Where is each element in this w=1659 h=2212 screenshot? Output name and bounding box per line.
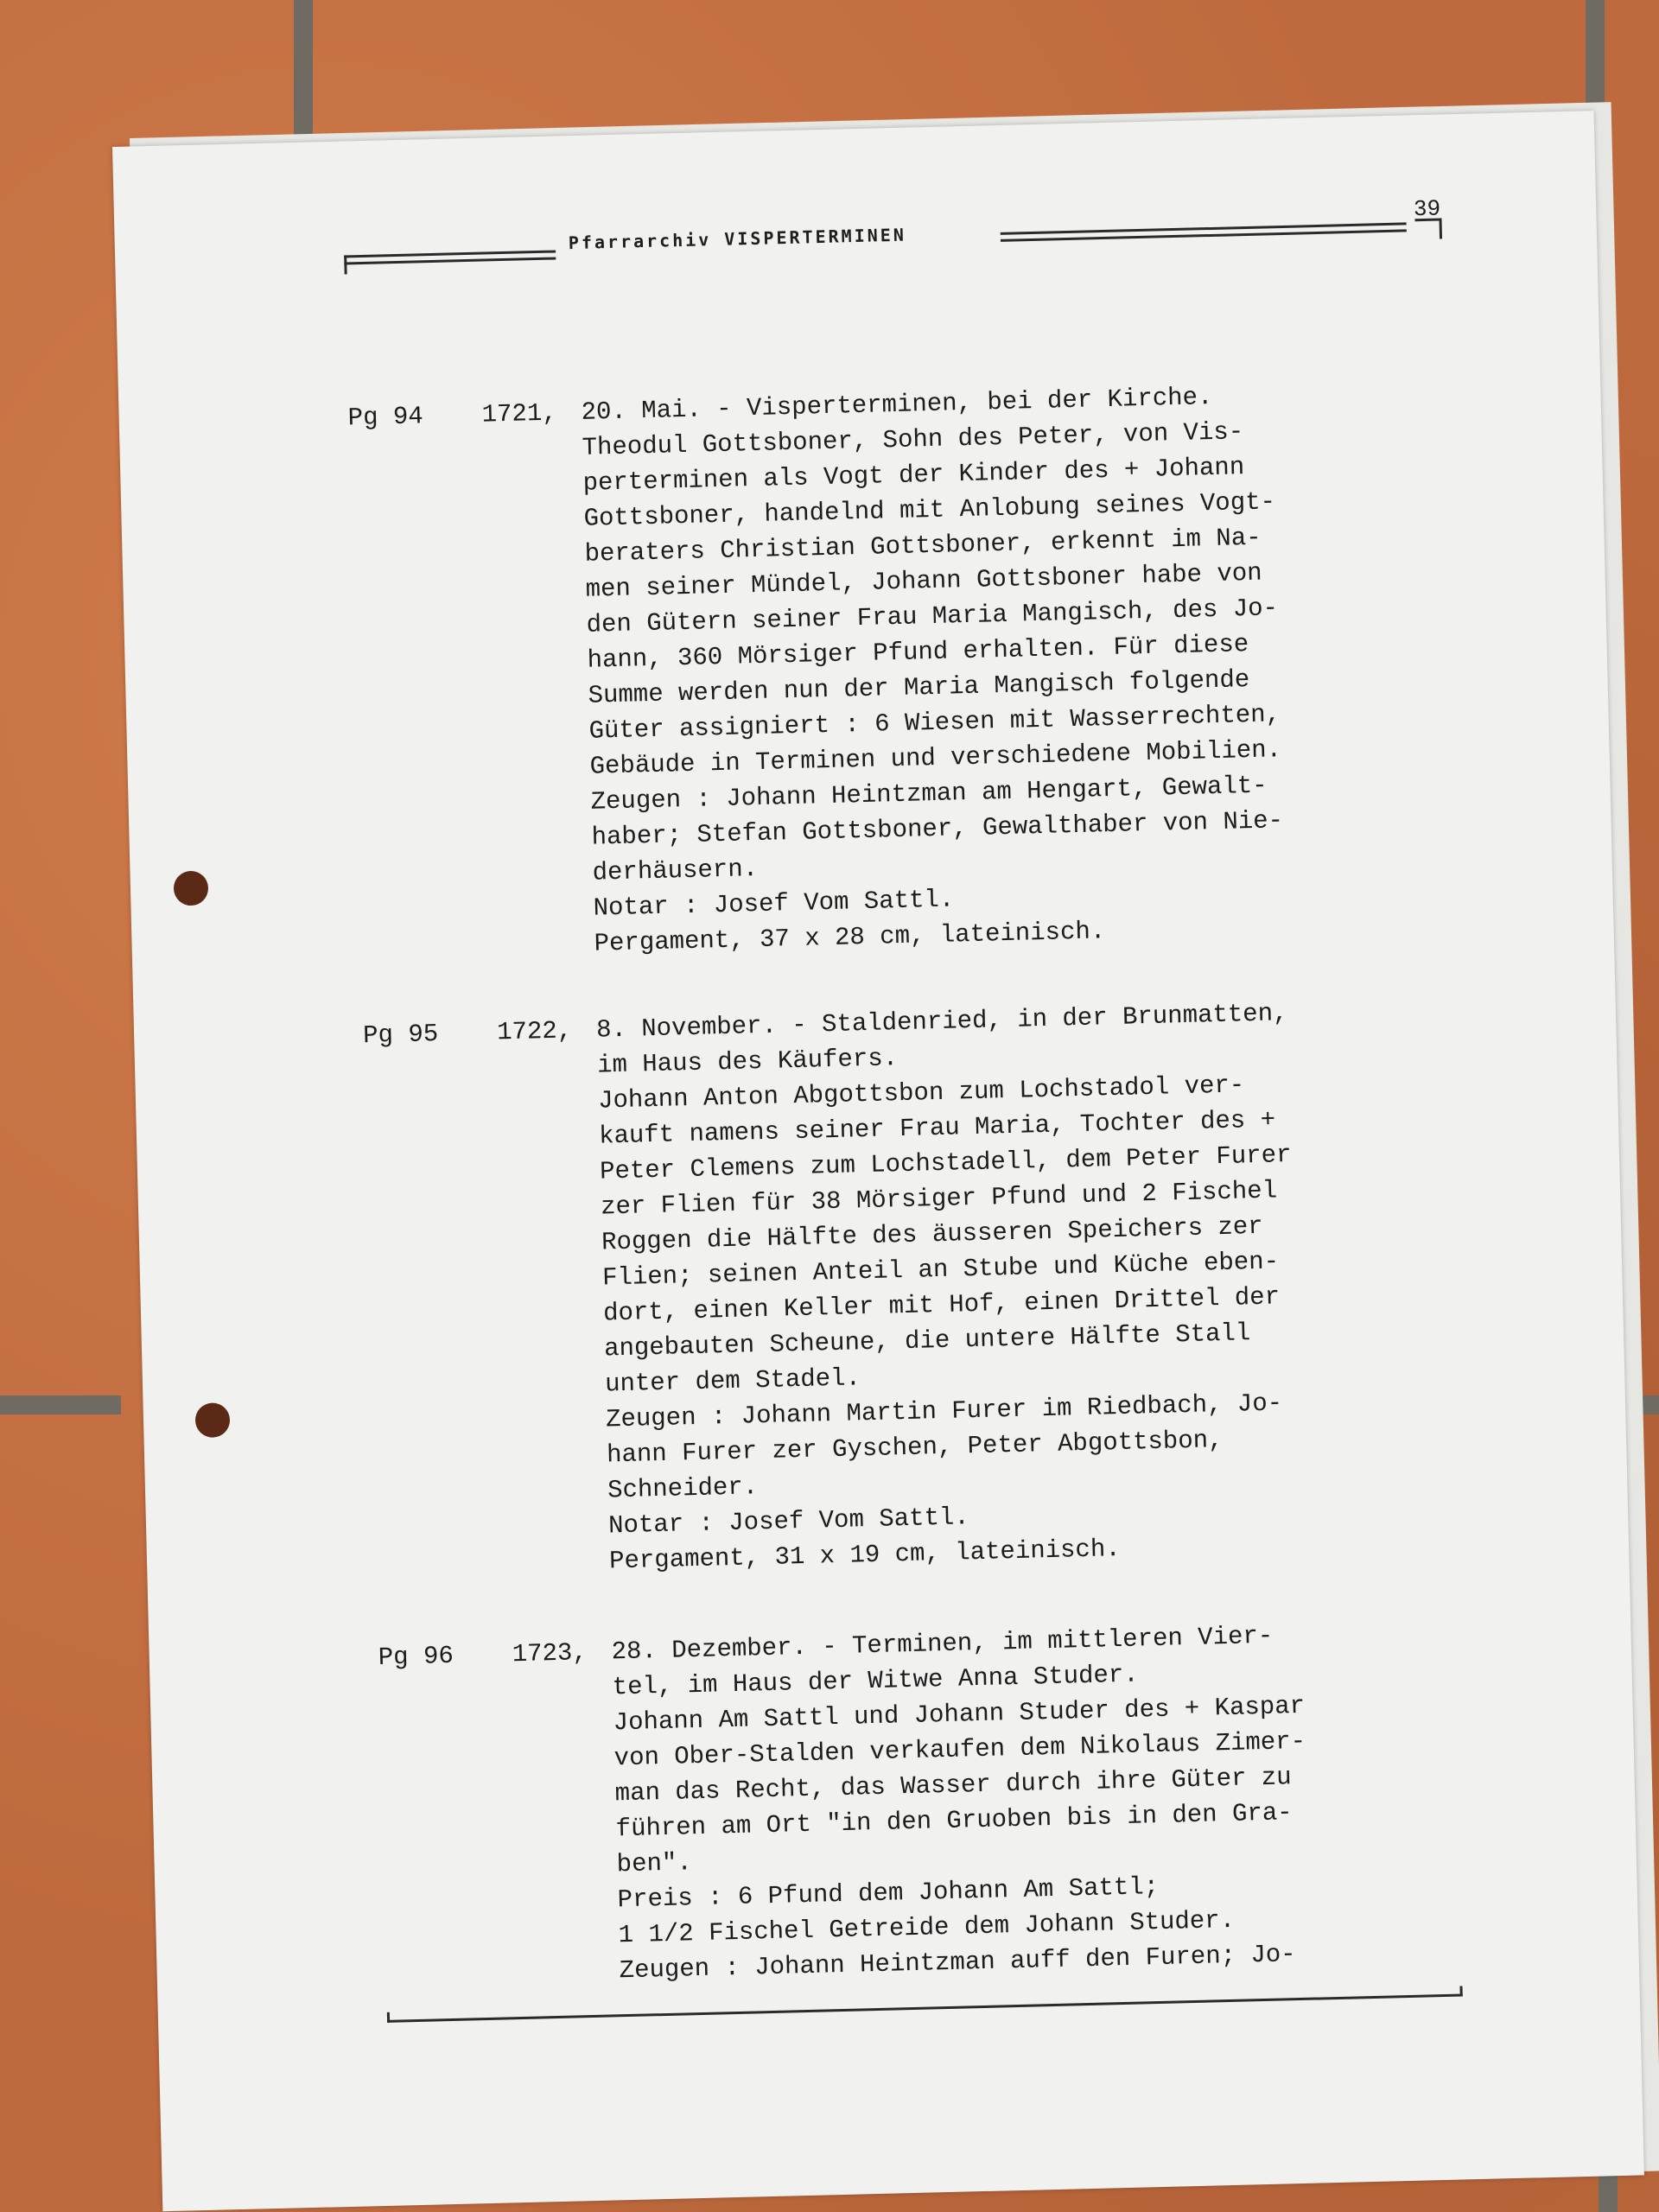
archive-title: Pfarrarchiv VISPERTERMINEN — [568, 224, 907, 254]
text-line: dort, einen Keller mit Hof, einen Drittel der — [602, 1282, 1281, 1328]
text-line: angebauten Scheune, die untere Hälfte Stall — [603, 1319, 1251, 1363]
entry-text — [596, 991, 1474, 1579]
entry-signature: Pg 95 — [362, 1020, 439, 1051]
punch-hole — [174, 871, 209, 906]
entry-signature: Pg 96 — [378, 1641, 454, 1672]
text-line: man das Recht, das Wasser durch ihre Güter zu — [614, 1763, 1293, 1808]
header-rule-bracket — [344, 255, 347, 274]
text-line: perterminen als Vogt der Kinder des + Johann — [582, 453, 1245, 498]
text-line: Johann Am Sattl und Johann Studer des + Kaspar — [613, 1691, 1306, 1738]
text-line: ben". — [616, 1848, 693, 1879]
text-line: führen am Ort "in den Gruoben bis in den Gra- — [615, 1798, 1294, 1844]
text-line: unter dem Stadel. — [604, 1363, 861, 1399]
text-line: Gottsboner, handelnd mit Anlobung seines Vogt- — [583, 487, 1276, 533]
text-line: Zeugen : Johann Heintzman am Hengart, Gewalt- — [590, 771, 1268, 817]
entry-year: 1722, — [496, 1016, 573, 1047]
witnesses-line: Zeugen : Johann Heintzman auff den Furen; Jo- — [619, 1940, 1297, 1986]
document-page — [112, 111, 1644, 2211]
notary-line: Notar : Josef Vom Sattl. — [607, 1503, 970, 1541]
entry-signature: Pg 94 — [347, 402, 424, 433]
entry-pg-95 — [362, 990, 1503, 1576]
text-line: Johann Anton Abgottsbon zum Lochstadol ver- — [597, 1071, 1245, 1116]
text-line: 1 1/2 Fischel Getreide dem Johann Studer. — [618, 1905, 1236, 1950]
punch-hole — [195, 1402, 231, 1438]
header-rule-corner-tick — [1439, 218, 1442, 238]
material-line: Pergament, 31 x 19 cm, lateinisch. — [608, 1534, 1122, 1576]
text-line: beraters Christian Gottsboner, erkennt im Na- — [584, 523, 1262, 569]
text-line: Güter assigniert : 6 Wiesen mit Wasserrechten, — [588, 700, 1281, 746]
tile-grout-horizontal — [0, 1395, 121, 1414]
text-line: haber; Stefan Gottsboner, Gewalthaber von Nie- — [591, 806, 1284, 852]
text-line: 28. Dezember. - Terminen, im mittleren Vier- — [611, 1621, 1274, 1667]
text-line: Roggen die Hälfte des äusseren Speichers zer — [601, 1211, 1264, 1257]
text-line: Schneider. — [607, 1472, 759, 1505]
text-line: von Ober-Stalden verkaufen dem Nikolaus Zimer- — [613, 1726, 1306, 1773]
text-line: Summe werden nun der Maria Mangisch folgende — [588, 665, 1250, 710]
footer-rule — [387, 1985, 1463, 2022]
text-line: men seiner Mündel, Johann Gottsboner habe von — [585, 558, 1262, 604]
text-line: 20. Mai. - Visperterminen, bei der Kirche. — [581, 382, 1213, 427]
text-line: kauft namens seiner Frau Maria, Tochter des + — [598, 1105, 1276, 1151]
text-line: 8. November. - Staldenried, in der Brunmatten, — [595, 999, 1288, 1045]
notary-line: Notar : Josef Vom Sattl. — [593, 885, 955, 923]
material-line: Pergament, 37 x 28 cm, lateinisch. — [594, 917, 1106, 958]
text-line: tel, im Haus der Witwe Anna Studer. — [612, 1660, 1140, 1702]
text-line: derhäusern. — [592, 855, 759, 887]
entry-text — [581, 373, 1459, 961]
entry-year: 1721, — [481, 398, 558, 429]
text-line: Zeugen : Johann Martin Furer im Riedbach, Jo- — [605, 1389, 1283, 1434]
text-line: Theodul Gottsboner, Sohn des Peter, von Vis- — [582, 417, 1244, 462]
text-line: den Gütern seiner Frau Maria Mangisch, des Jo- — [586, 594, 1279, 639]
text-line: hann Furer zer Gyschen, Peter Abgottsbon, — [606, 1426, 1224, 1470]
text-line: Peter Clemens zum Lochstadell, dem Peter Furer — [599, 1141, 1292, 1186]
text-line: im Haus des Käufers. — [596, 1044, 899, 1080]
text-line: hann, 360 Mörsiger Pfund erhalten. Für diese — [587, 630, 1249, 675]
text-line: zer Flien für 38 Mörsiger Pfund und 2 Fischel — [600, 1176, 1278, 1222]
text-line: Gebäude in Terminen und verschiedene Mobilien. — [589, 735, 1282, 781]
entry-pg-96 — [378, 1612, 1518, 1986]
header-rule-left-lower — [344, 257, 556, 264]
page-header — [343, 195, 1476, 279]
entry-pg-94 — [347, 372, 1488, 958]
price-line: Preis : 6 Pfund dem Johann Am Sattl; — [617, 1872, 1160, 1915]
entry-text — [611, 1613, 1484, 1988]
page-number: 39 — [1413, 195, 1441, 223]
text-line: Flien; seinen Anteil an Stube und Küche eben- — [601, 1247, 1280, 1293]
entry-year: 1723, — [512, 1638, 588, 1669]
header-rule-left — [344, 251, 556, 258]
